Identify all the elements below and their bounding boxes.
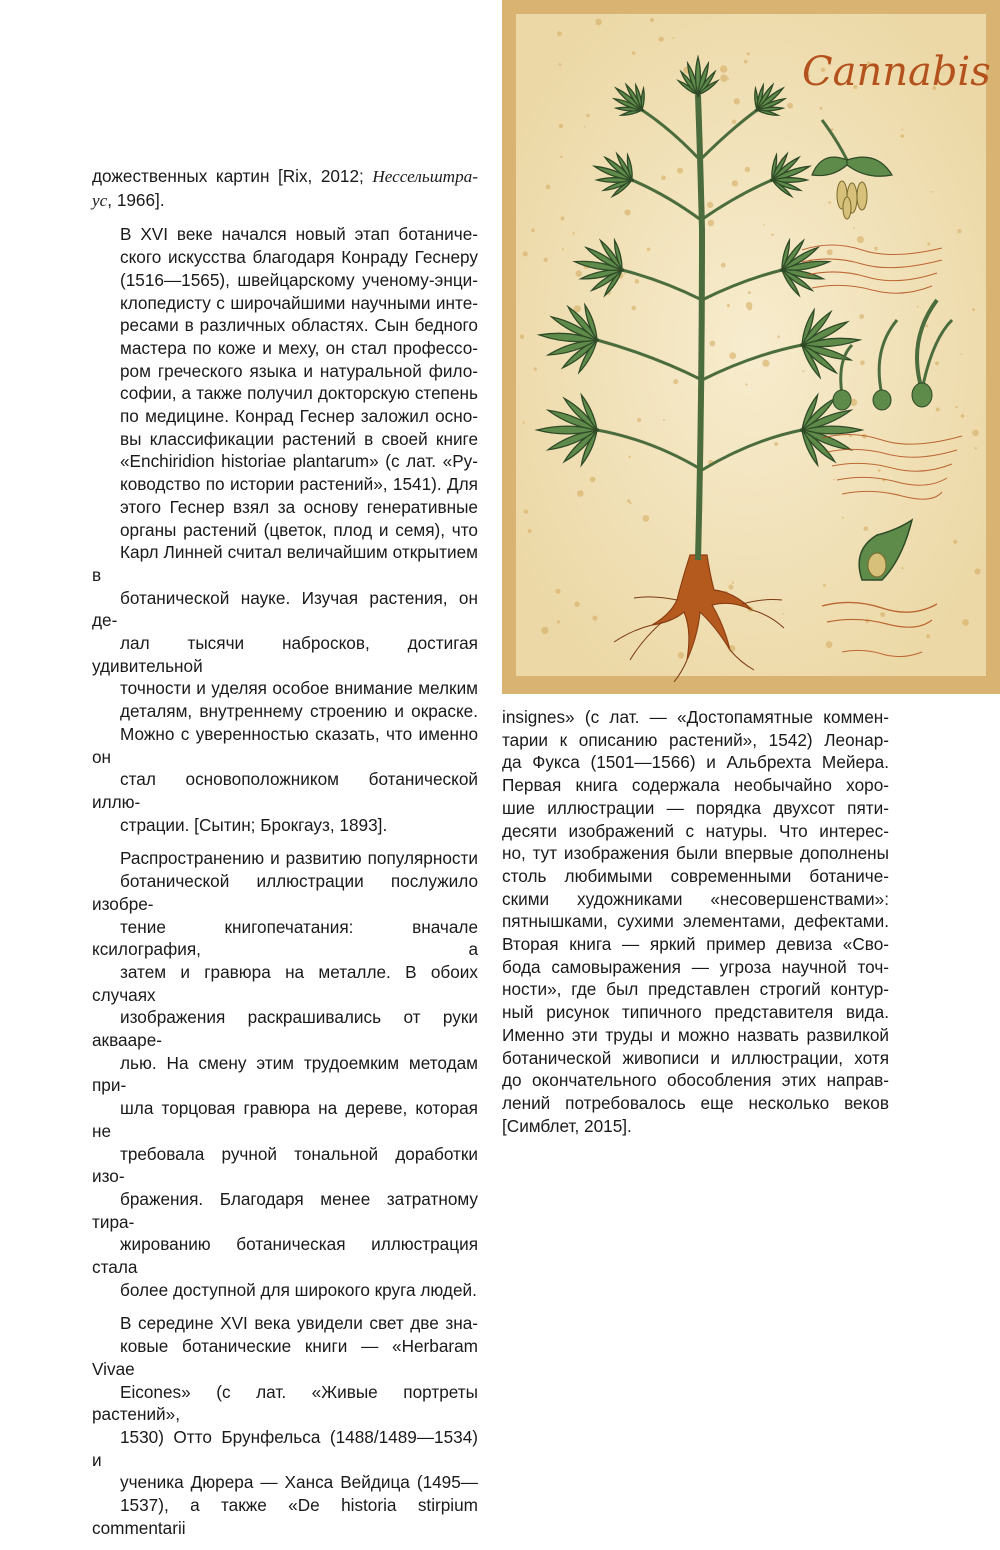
speckle bbox=[677, 168, 683, 174]
speckle bbox=[528, 529, 532, 533]
speckle bbox=[962, 619, 969, 626]
speckle bbox=[729, 352, 736, 359]
speckle bbox=[623, 273, 625, 275]
text-line: ученика Дюрера — Ханса Вейдица (1495— bbox=[120, 1472, 478, 1493]
text-line: мастера по коже и меху, он стал профессо- bbox=[120, 337, 478, 358]
speckle bbox=[859, 314, 864, 319]
text-line: шла торцовая гравюра на дереве, которая не bbox=[92, 1098, 478, 1141]
speckle bbox=[727, 304, 730, 307]
speckle bbox=[577, 490, 584, 497]
speckle bbox=[863, 526, 868, 531]
speckle bbox=[573, 232, 575, 234]
speckle bbox=[592, 616, 597, 621]
speckle bbox=[763, 224, 765, 226]
text-line: изображения раскрашивались от руки аквааре- bbox=[92, 1007, 478, 1051]
text-line: ского искусства благодаря Конраду Геснеру bbox=[120, 247, 478, 268]
speckle bbox=[972, 308, 975, 311]
speckle bbox=[575, 270, 582, 277]
speckle bbox=[747, 306, 752, 311]
speckle bbox=[523, 422, 525, 424]
speckle bbox=[732, 120, 736, 124]
text-line: insignes» (с лат. — «Достопамятные коммен- bbox=[502, 707, 889, 727]
speckle bbox=[820, 107, 823, 110]
speckle bbox=[627, 499, 630, 502]
speckle bbox=[560, 216, 564, 220]
speckle bbox=[524, 509, 528, 513]
speckle bbox=[823, 584, 826, 587]
speckle bbox=[574, 602, 580, 608]
speckle bbox=[584, 126, 586, 128]
speckle bbox=[927, 242, 930, 245]
speckle bbox=[523, 251, 528, 256]
speckle bbox=[957, 229, 961, 233]
text-line: Карл Линней считал величайшим открытием в bbox=[92, 542, 478, 585]
speckle bbox=[709, 341, 715, 347]
text-line: стал основоположником ботанической иллю- bbox=[92, 769, 478, 812]
text-line: ный рисунок типичного представителя вида. bbox=[502, 1002, 889, 1023]
speckle bbox=[642, 515, 649, 522]
text-line: тарии к описанию растений», 1542) Леонар- bbox=[502, 729, 889, 750]
text-line: 1530) Отто Брунфельса (1488/1489—1534) и bbox=[92, 1426, 478, 1470]
text-line: Именно эти труды и можно назвать развилкой bbox=[502, 1024, 889, 1045]
text-line: до окончательного обособления этих направ- bbox=[502, 1070, 889, 1091]
speckle bbox=[878, 469, 881, 472]
botanical-plate bbox=[502, 0, 1000, 694]
speckle bbox=[827, 249, 833, 255]
speckle bbox=[632, 51, 636, 55]
text-line: лений потребовалось еще несколько веков bbox=[502, 1092, 889, 1113]
speckle bbox=[560, 156, 562, 158]
text-line: ковые ботанические книги — «Herbaram Vivae bbox=[92, 1336, 478, 1379]
speckle bbox=[774, 442, 778, 446]
speckle bbox=[828, 201, 831, 204]
speckle bbox=[901, 567, 903, 569]
speckle bbox=[955, 406, 957, 408]
speckle bbox=[747, 52, 750, 55]
text-line: лал тысячи набросков, достигая удивительной bbox=[92, 633, 478, 676]
speckle bbox=[925, 324, 928, 327]
speckle bbox=[901, 129, 903, 131]
speckle bbox=[777, 335, 780, 338]
speckle bbox=[520, 334, 524, 338]
text-line: ководство по истории растений», 1541). Для bbox=[120, 474, 478, 495]
speckle bbox=[833, 479, 835, 481]
speckle bbox=[586, 114, 590, 118]
speckle bbox=[659, 37, 664, 42]
speckle bbox=[624, 209, 630, 215]
speckle bbox=[932, 191, 934, 193]
speckle bbox=[634, 279, 639, 284]
speckle bbox=[874, 247, 878, 251]
speckle bbox=[555, 589, 560, 594]
text-line: ности», где был представлен строгий контур- bbox=[502, 979, 889, 1000]
text-line: бражения. Благодаря менее затратному тира- bbox=[92, 1188, 478, 1232]
speckle bbox=[557, 621, 560, 624]
text-line: клопедисту с широчайшими научными инте- bbox=[120, 292, 478, 313]
text-line: лью. На смену этим трудоемким методам при- bbox=[92, 1052, 478, 1096]
text-line: Можно с уверенностью сказать, что именно он bbox=[92, 723, 478, 767]
text-line: бода самовыражения — угроза научной точ- bbox=[502, 956, 889, 977]
text-line: Eicones» (с лат. «Живые портреты растений», bbox=[92, 1381, 478, 1425]
speckle bbox=[734, 98, 740, 104]
speckle bbox=[860, 360, 865, 365]
speckle bbox=[721, 263, 726, 268]
text-line: столь любимыми современными ботаниче- bbox=[502, 865, 889, 886]
paragraph-fuchs bbox=[502, 706, 889, 1137]
speckle bbox=[661, 175, 666, 180]
text-line: 1537), а также «De historia stirpium commentarii bbox=[92, 1495, 478, 1538]
speckle bbox=[672, 37, 674, 39]
speckle bbox=[802, 370, 804, 372]
speckle bbox=[936, 407, 940, 411]
speckle bbox=[531, 228, 535, 232]
speckle bbox=[559, 124, 564, 129]
paragraph-continuation bbox=[92, 165, 478, 212]
speckle bbox=[557, 31, 562, 36]
speckle bbox=[857, 236, 864, 243]
speckle bbox=[787, 103, 793, 109]
speckle bbox=[771, 233, 774, 236]
text-line: [Симблет, 2015]. bbox=[502, 1115, 632, 1136]
speckle bbox=[707, 202, 713, 208]
speckle bbox=[637, 418, 641, 422]
speckle bbox=[972, 430, 979, 437]
text-line: шие иллюстрации — порядка двухсот пяти- bbox=[502, 797, 889, 818]
text-line: ром греческого языка и натуральной фило- bbox=[120, 360, 478, 381]
speckle bbox=[708, 220, 715, 227]
speckle bbox=[562, 248, 564, 250]
paragraph-books bbox=[92, 1312, 478, 1539]
text-line: пятнышками, сухими элементами, дефектами. bbox=[502, 911, 889, 932]
speckle bbox=[917, 306, 919, 308]
text-line: страции. [Сытин; Брокгауз, 1893]. bbox=[120, 814, 388, 835]
speckle bbox=[663, 419, 665, 421]
speckle bbox=[732, 180, 738, 186]
speckle bbox=[728, 584, 733, 589]
speckle bbox=[595, 19, 602, 26]
text-line: десяти изображений с натуры. Что интерес- bbox=[502, 820, 889, 841]
speckle bbox=[543, 258, 547, 262]
speckle bbox=[782, 613, 784, 615]
speckle bbox=[541, 627, 548, 634]
speckle bbox=[826, 641, 833, 648]
right-text-column bbox=[502, 706, 889, 1148]
speckle bbox=[631, 306, 636, 311]
speckle bbox=[842, 517, 844, 519]
text-line: тение книгопечатания: вначале ксилография, а bbox=[92, 916, 478, 960]
paragraph-printing bbox=[92, 847, 478, 1301]
speckle bbox=[900, 134, 904, 138]
speckle bbox=[732, 582, 734, 584]
cannabis-illustration bbox=[502, 0, 1000, 694]
italic-author: ус bbox=[92, 190, 108, 210]
speckle bbox=[953, 540, 957, 544]
speckle bbox=[853, 227, 855, 229]
text-line: Первая книга содержала необычайно хоро- bbox=[502, 775, 889, 796]
text-line: органы растений (цветок, плод и семя), что bbox=[120, 519, 478, 540]
text-line: скими художниками «несовершенствами»: bbox=[502, 888, 889, 909]
text-line: но, тут изображения были впервые дополнены bbox=[502, 843, 889, 864]
speckle bbox=[961, 353, 963, 355]
left-text-column bbox=[92, 165, 478, 1550]
text-line: В середине XVI века увидели свет две зна- bbox=[120, 1313, 478, 1334]
speckle bbox=[744, 60, 748, 64]
speckle bbox=[720, 74, 728, 82]
speckle bbox=[975, 568, 981, 574]
speckle bbox=[647, 247, 651, 251]
text-line: (1516—1565), швейцарскому ученому-энци- bbox=[120, 269, 478, 290]
text-line: да Фукса (1501—1566) и Альбрехта Мейера. bbox=[502, 752, 889, 773]
speckle bbox=[678, 652, 684, 658]
plate-title: Cannabis bbox=[802, 49, 991, 95]
text-fragment: дожественных картин [Rix, 2012; bbox=[92, 166, 373, 186]
text-line bbox=[92, 189, 478, 213]
speckle bbox=[880, 612, 885, 617]
text-line: ботанической науке. Изучая растения, он де- bbox=[92, 587, 478, 631]
speckle bbox=[546, 185, 551, 190]
text-line: этого Геснер взял за основу генеративные bbox=[120, 496, 478, 517]
paragraph-gesner bbox=[92, 223, 478, 836]
text-line: Вторая книга — яркий пример девиза «Сво- bbox=[502, 934, 889, 955]
speckle bbox=[745, 167, 750, 172]
speckle bbox=[559, 63, 562, 66]
text-line: по медицине. Конрад Геснер заложил осно- bbox=[120, 406, 478, 427]
speckle bbox=[673, 379, 678, 384]
text-line: точности и уделяя особое внимание мелким bbox=[120, 678, 478, 699]
text-line: ботанической иллюстрации послужило изобре- bbox=[92, 871, 478, 914]
speckle bbox=[762, 360, 769, 367]
speckle bbox=[745, 383, 747, 385]
speckle bbox=[590, 477, 596, 483]
text-line: ресами в различных областях. Сын бедного bbox=[120, 315, 478, 336]
speckle bbox=[650, 18, 654, 22]
text-line: вы классификации растений в своей книге bbox=[120, 428, 478, 449]
speckle bbox=[534, 367, 537, 370]
text-line: требовала ручной тональной доработки изо- bbox=[92, 1143, 478, 1187]
text-line: жированию ботаническая иллюстрация стала bbox=[92, 1234, 478, 1278]
text-line: деталям, внутреннему строению и окраске. bbox=[120, 701, 478, 722]
speckle bbox=[628, 456, 631, 459]
text-line bbox=[92, 165, 478, 189]
text-fragment: , 1966]. bbox=[107, 189, 165, 210]
italic-author: Нессельштра- bbox=[372, 167, 478, 186]
text-line: Распространению и развитию популярности bbox=[120, 848, 478, 869]
text-line: «Enchiridion historiae plantarum» (с лат. «Ру- bbox=[120, 451, 478, 472]
text-line: В XVI веке начался новый этап ботаниче- bbox=[120, 224, 478, 245]
text-line: более доступной для широкого круга людей. bbox=[120, 1279, 477, 1300]
text-line: ботанической живописи и иллюстрации, хотя bbox=[502, 1047, 889, 1068]
speckle bbox=[961, 414, 965, 418]
text-line: софии, а также получил докторскую степень bbox=[120, 383, 478, 404]
speckle bbox=[720, 65, 727, 72]
speckle bbox=[926, 634, 930, 638]
speckle bbox=[935, 361, 939, 365]
speckle bbox=[974, 447, 977, 450]
speckle bbox=[748, 291, 751, 294]
text-line: затем и гравюра на металле. В обоих случаях bbox=[92, 961, 478, 1005]
